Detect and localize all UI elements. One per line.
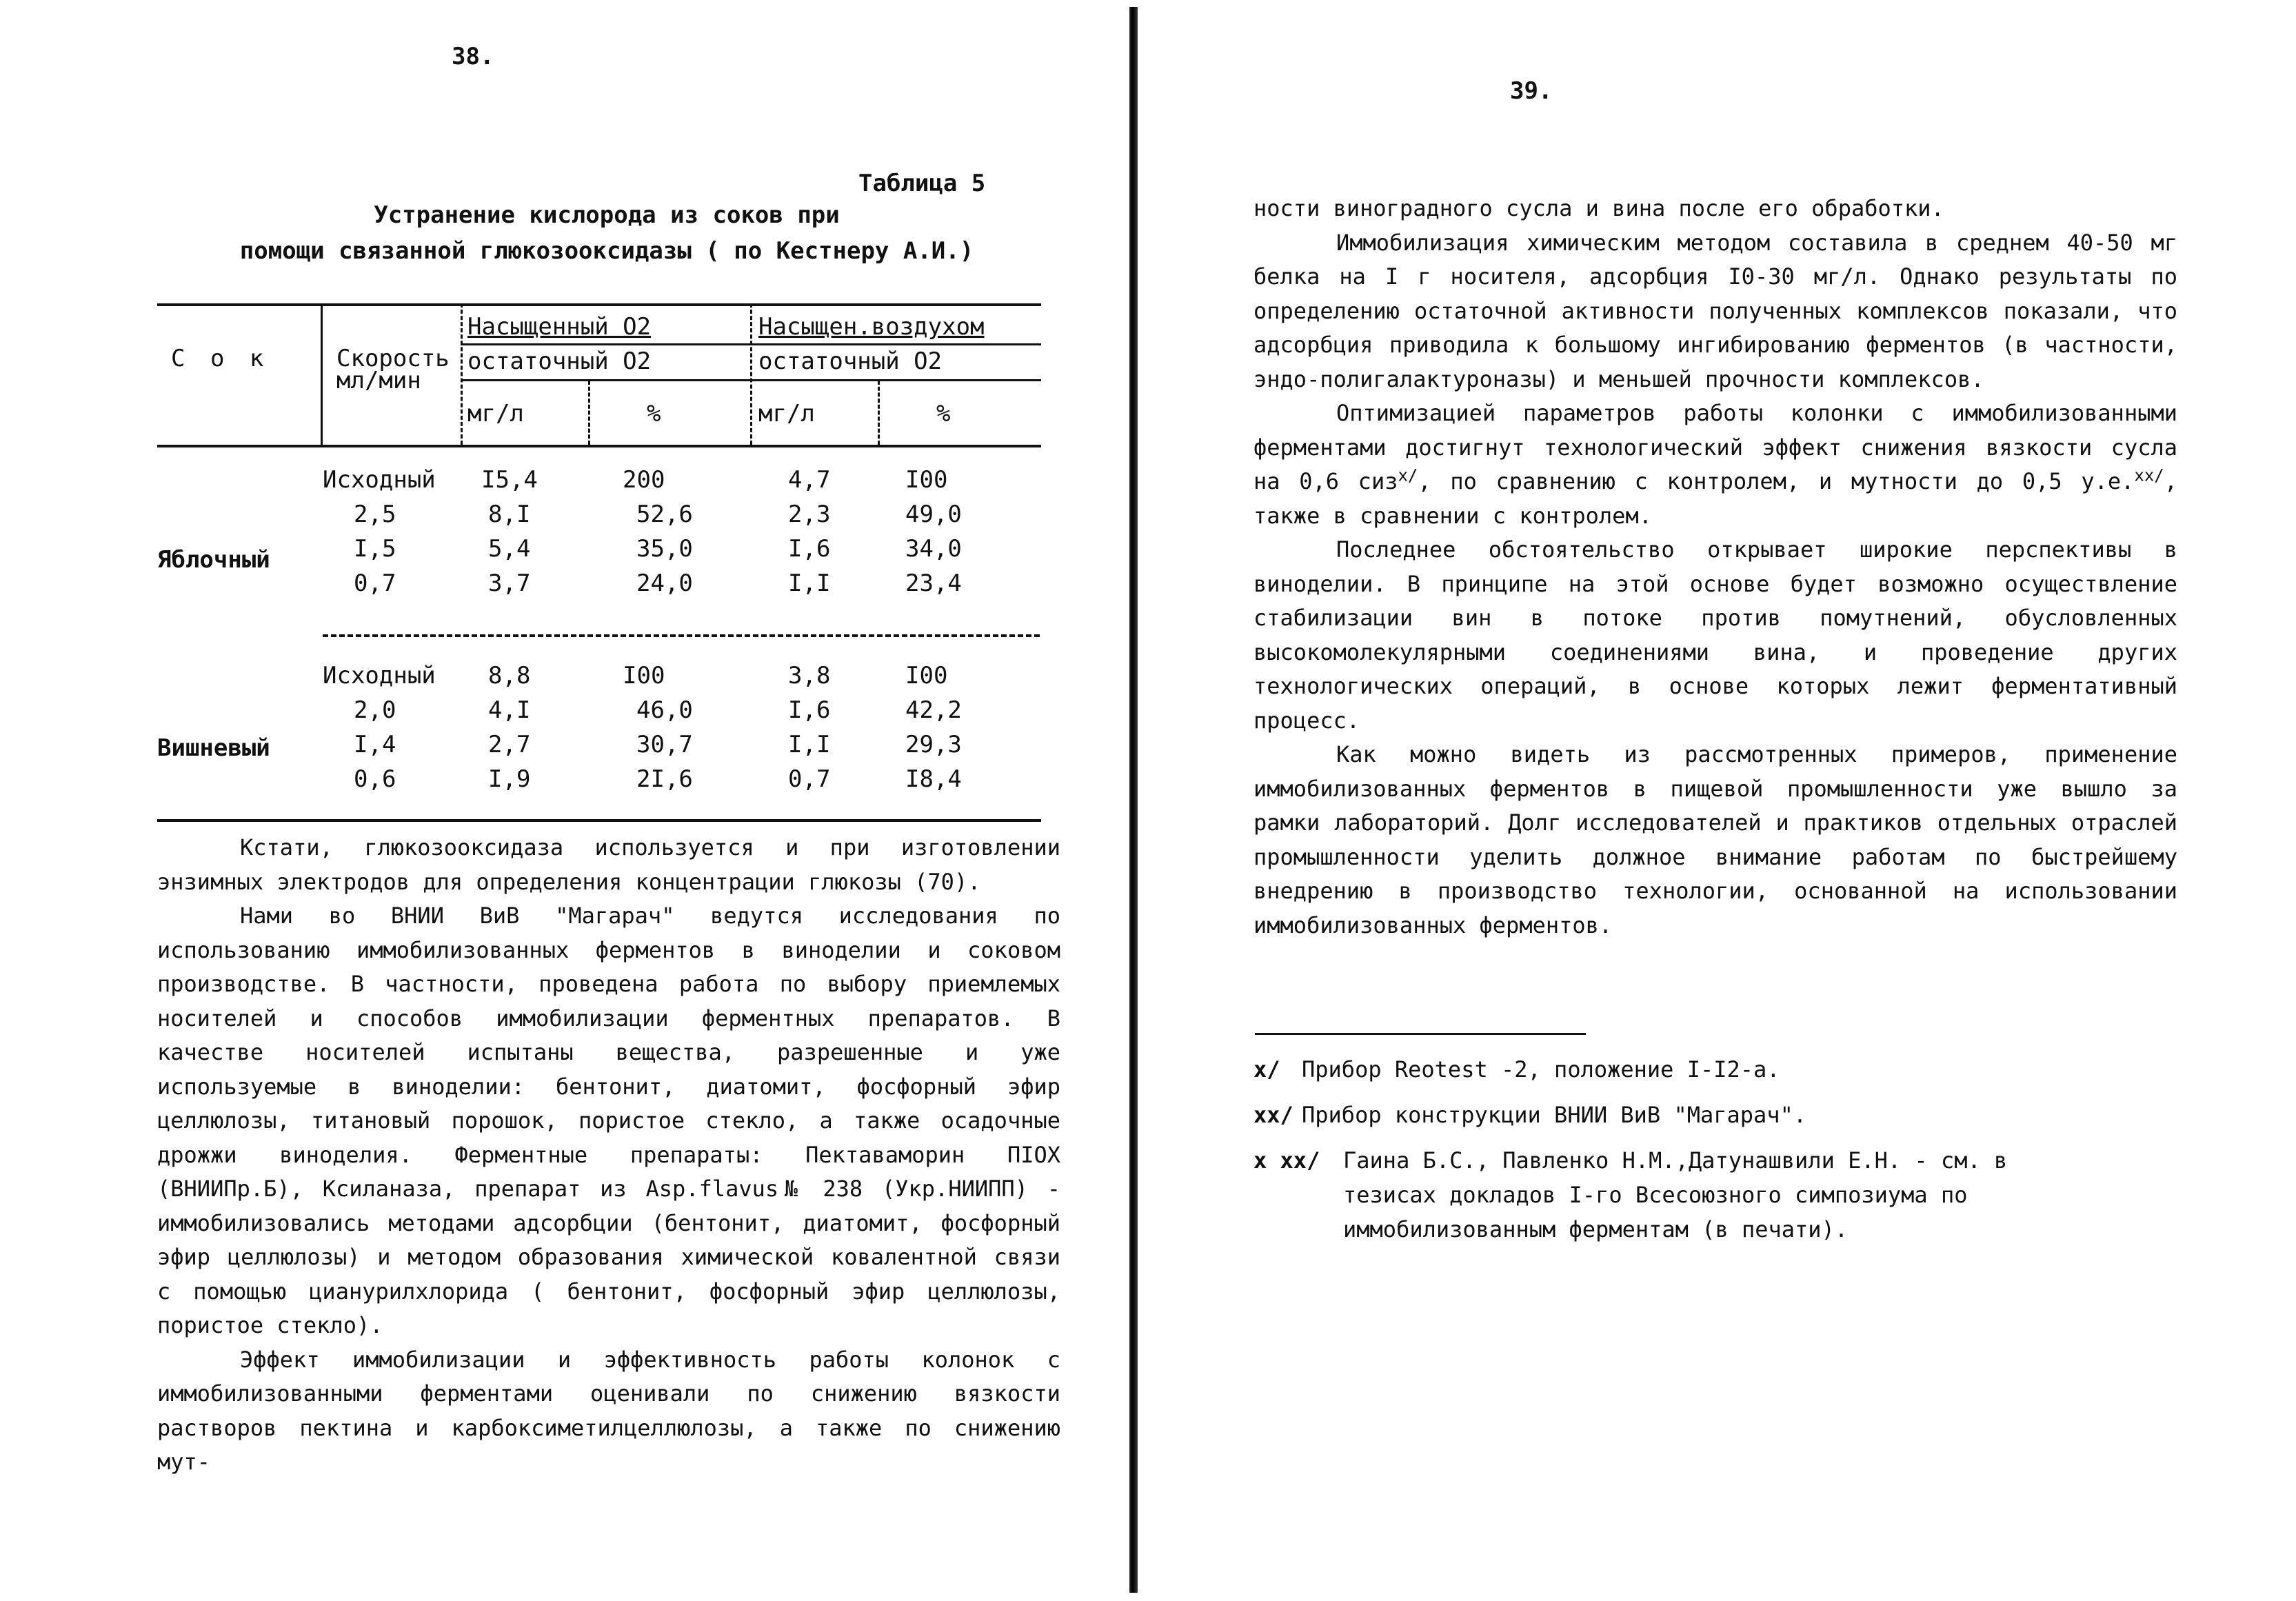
header-mg-l: мг/л <box>467 400 524 427</box>
header-saturated-o2: Насыщенный O2 <box>467 313 652 341</box>
table-cell: 52,6 <box>636 501 693 528</box>
footnote-text: Прибор конструкции ВНИИ ВиВ "Магарач". <box>1302 1102 1807 1128</box>
footnote <box>1253 1098 2177 1132</box>
table-cell: 2,3 <box>788 501 831 528</box>
footnote-text: тезисах докладов I-го Всесоюзного симпозиума по <box>1343 1182 1968 1208</box>
table-cell: 2,7 <box>488 731 531 758</box>
juice-oxygen-table <box>157 303 1041 822</box>
footnote <box>1253 1052 2177 1087</box>
header-mg-l: мг/л <box>758 400 815 427</box>
table-caption-line: Устранение кислорода из соков при <box>374 201 840 229</box>
paragraph <box>1253 396 2177 533</box>
paragraph-segment: , по сравнению с контролем, и мутности до 0,5 у.е. <box>1418 468 2135 494</box>
table-cell: 8,8 <box>488 662 531 689</box>
table-cell: 34,0 <box>905 535 962 563</box>
paragraph-segment: , также в сравнении с контролем. <box>1253 468 2178 529</box>
header-percent: % <box>936 400 951 427</box>
footnote-text: иммобилизованным ферментам (в печати). <box>1343 1216 1849 1242</box>
left-page <box>0 0 1131 1601</box>
table-vrule <box>461 303 463 445</box>
table-cell: 0,7 <box>788 765 831 793</box>
paragraph: Нами во ВНИИ ВиВ "Магарач" ведутся исследования по использованию иммобилизованных ферментов в виноделии и соковом производстве. В частности, проведена работа по выбору приемлемых носителей и способов иммобилизации ферментных препаратов. В качестве носителей испытаны вещества, разрешенные и уже используемые в виноделии: бентонит, диатомит, фосфорный эфир целлюлозы, титановый порошок, пористое стекло, а также осадочные дрожжи виноделия. Ферментные препараты: Пектаваморин ПIОХ (ВНИИПр.Б), Ксиланаза, препарат из Asp.flavus№ 238 (Укр.НИИПП) - иммобилизовались методами адсорбции (бентонит, диатомит, фосфорный эфир целлюлозы) и методом образования химической ковалентной связи с помощью циануpилхлорида ( бентонит, фосфорный эфир целлюлозы, пористое стекло). <box>157 903 1060 1338</box>
table-cell: 23,4 <box>905 570 962 597</box>
table-cell: 4,I <box>488 696 531 724</box>
footnote-text: Прибор Reotest -2, положение I-I2-a. <box>1302 1056 1780 1083</box>
table-label: Таблица 5 <box>858 170 986 197</box>
table-vrule <box>588 381 590 445</box>
table-cell: I00 <box>905 466 948 494</box>
table-vrule <box>750 303 752 445</box>
table-bottom-rule <box>157 819 1041 822</box>
table-caption <box>234 197 979 269</box>
paragraph: ности виноградного сусла и вина после его обработки. <box>1253 195 1944 221</box>
footnote-ref: xx/ <box>2134 465 2164 485</box>
table-cell-speed: I,4 <box>354 731 396 758</box>
group-separator <box>323 634 1040 637</box>
footnote-mark: xx/ <box>1253 1102 1293 1128</box>
table-cell: 30,7 <box>636 731 693 758</box>
table-cell: 42,2 <box>905 696 962 724</box>
table-vrule <box>321 303 323 445</box>
table-cell: I8,4 <box>905 765 962 793</box>
footnote-mark: x xx/ <box>1253 1147 1320 1174</box>
page-number-right: 39. <box>1510 77 1553 105</box>
table-cell-speed: 0,7 <box>354 570 396 597</box>
table-cell: 4,7 <box>788 466 831 494</box>
header-juice: С о к <box>171 345 270 372</box>
table-cell: I00 <box>623 662 665 689</box>
table-header-bottom-rule <box>157 445 1041 447</box>
table-cell: 35,0 <box>636 535 693 563</box>
paragraph: Последнее обстоятельство открывает широкие перспективы в виноделии. В принципе на этой основе будет возможно осуществление стабилизации вин в потоке против помутнений, обусловленных высокомолекулярными соединениями вина, и проведение других технологических операций, в основе которых лежит ферментативный процесс. <box>1253 536 2177 734</box>
table-cell-speed: 2,5 <box>354 501 396 528</box>
paragraph: Кстати, глюкозооксидаза используется и при изготовлении энзимных электродов для определения концентрации глюкозы (70). <box>157 834 1060 895</box>
paragraph: Как можно видеть из рассмотренных примеров, применение иммобилизованных ферментов в пищевой промышленности уже вышло за рамки лабораторий. Долг исследователей и практиков отдельных отраслей промышленности уделить должное внимание работам по быстрейшему внедрению в производство технологии, основанной на использовании иммобилизованных ферментов. <box>1253 741 2177 938</box>
paragraph: Эффект иммобилизации и эффективность работы колонок с иммобилизованными ферментами оценивали по снижению вязкости растворов пектина и карбоксиметилцеллюлозы, а также по снижению мут- <box>157 1346 1060 1475</box>
table-cell: 2I,6 <box>636 765 693 793</box>
table-cell: I5,4 <box>481 466 538 494</box>
table-cell: I,6 <box>788 535 831 563</box>
footnote-text: Гаина Б.С., Павленко Н.М.,Датунашвили Е.Н. - см. в <box>1343 1147 2008 1174</box>
table-cell-speed: Исходный <box>323 662 436 689</box>
table-cell: 3,8 <box>788 662 831 689</box>
footnote-ref: x/ <box>1398 465 1418 485</box>
header-percent: % <box>647 400 661 427</box>
page-number-left: 38. <box>452 43 494 70</box>
header-speed-unit: мл/мин <box>336 367 421 394</box>
paragraph-segment: Оптимизацией параметров работы колонки с иммобилизованными ферментами достигнут технологический эффект снижения вязкости сусла на 0,6 сиз <box>1253 400 2177 494</box>
table-cell-speed: 0,6 <box>354 765 396 793</box>
table-cell: 49,0 <box>905 501 962 528</box>
footnote-mark: x/ <box>1253 1056 1280 1083</box>
right-page <box>1145 0 2296 1601</box>
footnote-rule <box>1255 1033 1586 1035</box>
juice-name: Яблочный <box>157 546 270 574</box>
table-cell: I,9 <box>488 765 531 793</box>
table-cell: 5,4 <box>488 535 531 563</box>
table-cell: 3,7 <box>488 570 531 597</box>
table-vrule <box>878 381 880 445</box>
table-top-rule <box>157 303 1041 306</box>
header-saturated-air: Насыщен.воздухом <box>758 313 985 341</box>
table-cell: 200 <box>623 466 665 494</box>
table-cell: 24,0 <box>636 570 693 597</box>
footnote <box>1253 1143 2177 1247</box>
header-residual-o2: остаточный O2 <box>467 348 652 375</box>
table-cell: 8,I <box>488 501 531 528</box>
table-cell: 46,0 <box>636 696 693 724</box>
table-cell-speed: 2,0 <box>354 696 396 724</box>
left-body-text <box>157 831 1060 1480</box>
right-body-text <box>1253 192 2177 943</box>
book-spine <box>1129 7 1138 1593</box>
paragraph: Иммобилизация химическим методом составила в среднем 40-50 мг белка на I г носителя, адсорбция I0-30 мг/л. Однако результаты по определению остаточной активности полученных комплексов показали, что адсорбция приводила к большому ингибированию ферментов (в частности, эндо-полигалактуроназы) и меньшей прочности комплексов. <box>1253 229 2177 392</box>
table-caption-line: помощи связанной глюкозооксидазы ( по Кестнеру А.И.) <box>239 237 974 265</box>
table-cell-speed: Исходный <box>323 466 436 494</box>
juice-name: Вишневый <box>157 734 270 762</box>
table-cell: 29,3 <box>905 731 962 758</box>
header-residual-o2: остаточный O2 <box>758 348 943 375</box>
table-cell: I,I <box>788 570 831 597</box>
table-cell-speed: I,5 <box>354 535 396 563</box>
table-cell: I00 <box>905 662 948 689</box>
footnotes <box>1253 1041 2177 1247</box>
header-speed: Скорость <box>336 345 450 372</box>
table-cell: I,6 <box>788 696 831 724</box>
table-cell: I,I <box>788 731 831 758</box>
